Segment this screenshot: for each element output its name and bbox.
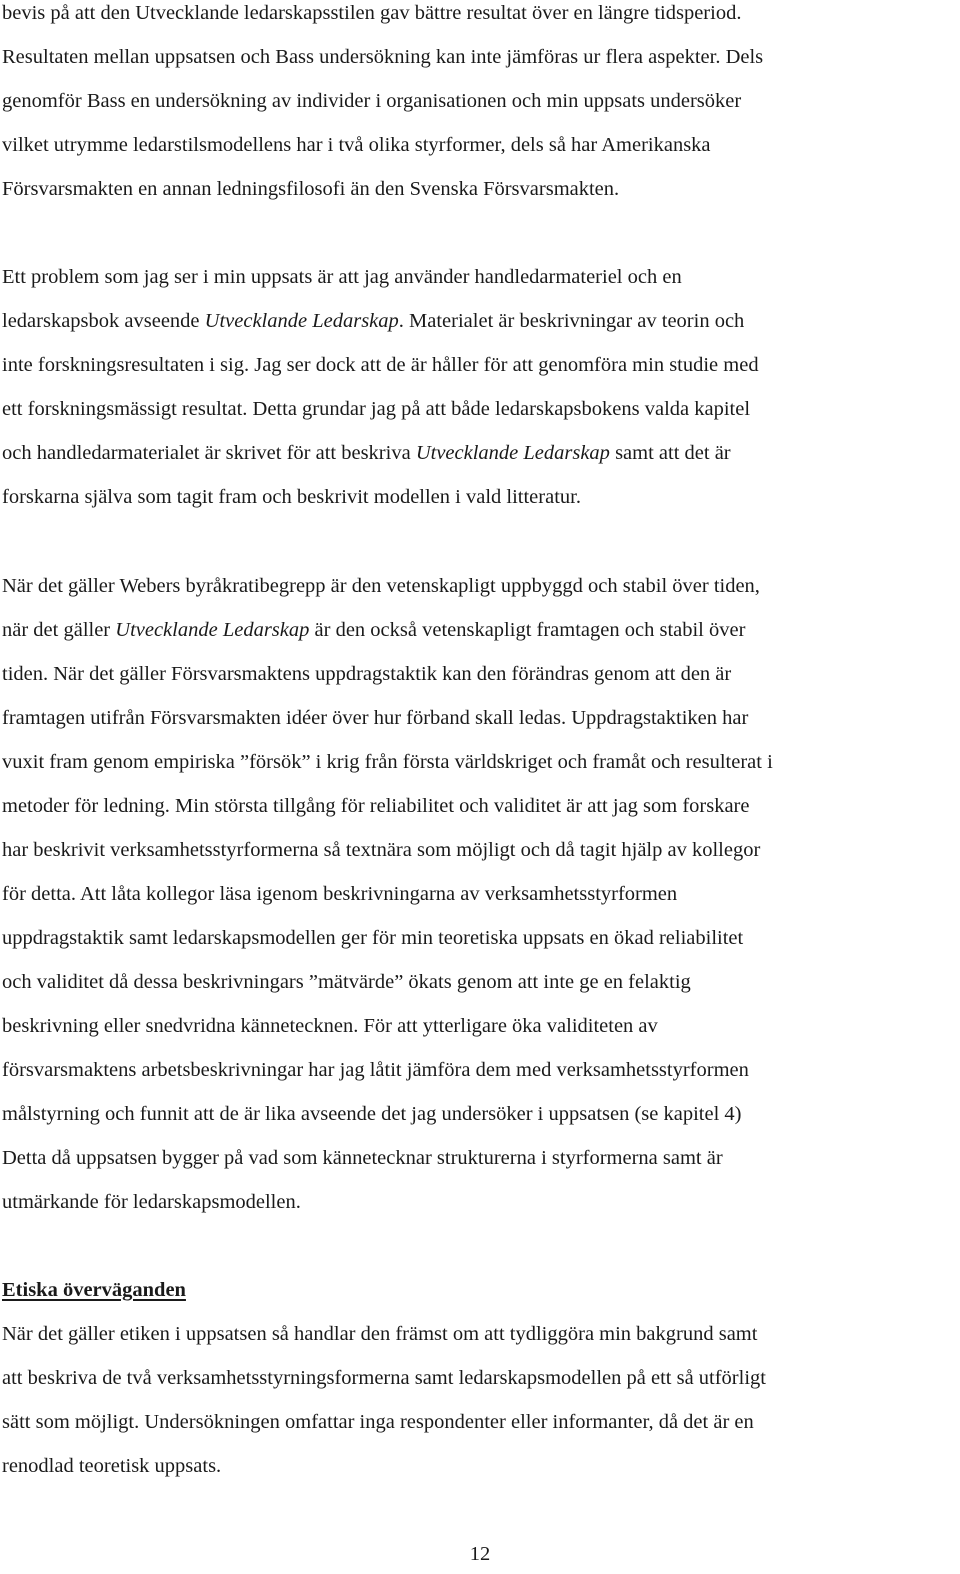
text-line: genomför Bass en undersökning av individer i organisationen och min uppsats undersöker	[2, 90, 742, 112]
body-paragraph	[2, 255, 958, 519]
section-heading: Etiska överväganden	[2, 1279, 186, 1301]
text-line: utmärkande för ledarskapsmodellen.	[2, 1191, 301, 1213]
text-line: inte forskningsresultaten i sig. Jag ser dock att de är håller för att genomföra min studie med	[2, 354, 759, 376]
body-paragraph	[2, 1312, 958, 1488]
text-line: Försvarsmakten en annan ledningsfilosofi än den Svenska Försvarsmakten.	[2, 178, 620, 200]
text-line: har beskrivit verksamhetsstyrformerna så textnära som möjligt och då tagit hjälp av kollegor	[2, 839, 761, 861]
text-line: för detta. Att låta kollegor läsa igenom beskrivningarna av verksamhetsstyrformen	[2, 883, 678, 905]
text-line: ledarskapsbok avseende Utvecklande Ledarskap. Materialet är beskrivningar av teorin och	[2, 310, 745, 332]
text-line: metoder för ledning. Min största tillgång för reliabilitet och validitet är att jag som forskare	[2, 795, 750, 817]
text-line: sätt som möjligt. Undersökningen omfattar inga respondenter eller informanter, då det är en	[2, 1411, 754, 1433]
text-line: försvarsmaktens arbetsbeskrivningar har jag låtit jämföra dem med verksamhetsstyrformen	[2, 1059, 749, 1081]
text-line: att beskriva de två verksamhetsstyrningsformerna samt ledarskapsmodellen på ett så utförligt	[2, 1367, 766, 1389]
text-line: renodlad teoretisk uppsats.	[2, 1455, 222, 1477]
text-line: och handledarmaterialet är skrivet för att beskriva Utvecklande Ledarskap samt att det är	[2, 442, 731, 464]
italic-title: Utvecklande Ledarskap	[415, 442, 610, 464]
text-line: Resultaten mellan uppsatsen och Bass undersökning kan inte jämföras ur flera aspekter. Dels	[2, 46, 764, 68]
text-line: beskrivning eller snedvridna kännetecknen. För att ytterligare öka validiteten av	[2, 1015, 658, 1037]
body-paragraph	[2, 0, 958, 211]
page-number: 12	[469, 1543, 491, 1565]
text-line: och validitet då dessa beskrivningars ”mätvärde” ökats genom att inte ge en felaktig	[2, 971, 691, 993]
text-line: tiden. När det gäller Försvarsmaktens uppdragstaktik kan den förändras genom att den är	[2, 663, 732, 685]
text-line: uppdragstaktik samt ledarskapsmodellen ger för min teoretiska uppsats en ökad reliabilitet	[2, 927, 744, 949]
text-line: bevis på att den Utvecklande ledarskapsstilen gav bättre resultat över en längre tidsperiod.	[2, 2, 742, 24]
italic-title: Utvecklande Ledarskap	[204, 310, 399, 332]
text-line: När det gäller etiken i uppsatsen så handlar den främst om att tydliggöra min bakgrund samt	[2, 1323, 758, 1345]
italic-title: Utvecklande Ledarskap	[115, 619, 310, 641]
text-line: forskarna själva som tagit fram och beskrivit modellen i vald litteratur.	[2, 486, 581, 508]
text-line: vilket utrymme ledarstilsmodellens har i två olika styrformer, dels så har Amerikanska	[2, 134, 711, 156]
text-line: målstyrning och funnit att de är lika avseende det jag undersöker i uppsatsen (se kapitel 4)	[2, 1103, 742, 1125]
text-line: vuxit fram genom empiriska ”försök” i krig från första världskriget och framåt och resulterat i	[2, 751, 773, 773]
text-line: framtagen utifrån Försvarsmakten idéer över hur förband skall ledas. Uppdragstaktiken har	[2, 707, 749, 729]
text-line: När det gäller Webers byråkratibegrepp är den vetenskapligt uppbyggd och stabil över tiden,	[2, 575, 760, 597]
text-line: Detta då uppsatsen bygger på vad som kännetecknar strukturerna i styrformerna samt är	[2, 1147, 723, 1169]
body-paragraph	[2, 564, 958, 1224]
text-line: ett forskningsmässigt resultat. Detta grundar jag på att både ledarskapsbokens valda kapitel	[2, 398, 751, 420]
text-line: när det gäller Utvecklande Ledarskap är den också vetenskapligt framtagen och stabil över	[2, 619, 746, 641]
text-line: Ett problem som jag ser i min uppsats är att jag använder handledarmateriel och en	[2, 266, 682, 288]
